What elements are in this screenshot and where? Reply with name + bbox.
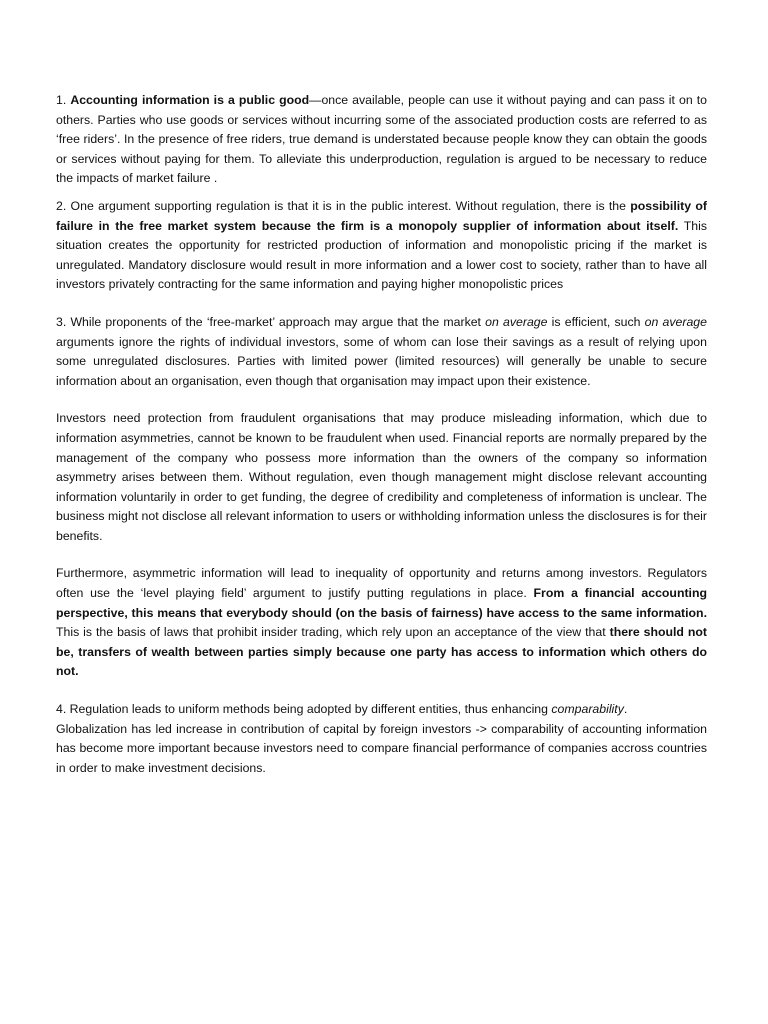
p1-bold: Accounting information is a public good [70,93,310,107]
p1-number: 1. [56,93,67,107]
p3-text-a: 3. While proponents of the ‘free-market’ approach may argue that the market [56,314,486,329]
p5-text-b: This is the basis of laws that prohibit insider trading, which rely upon an acceptance of the view that [56,625,610,640]
p1-text: —once available, people can use it without paying and can pass it on to others. Parties who use goods or services without incurring some of the associated production costs are referred to as ‘free riders’. In the presence of free riders, true demand is understated because people know they can obtain the goods or services without paying for them. To alleviate this underproduction, regulation is argued to be necessary to reduce the impacts of market failure . [56,93,707,186]
p3-text-c: arguments ignore the rights of individual investors, some of whom can lose their savings as a result of relying upon some unregulated disclosures. Parties with limited power (limited resources) will generally be unable to secure information about an organisation, even though that organisation may impact upon their existence. [56,334,707,388]
paragraph-asymmetric-information [56,564,707,682]
p3-text-b: is efficient, such [547,314,645,329]
p6-text-a: 4. Regulation leads to uniform methods being adopted by different entities, thus enhancing [56,702,552,717]
paragraph-public-good [56,91,707,189]
p4-text: Investors need protection from fraudulent organisations that may produce misleading information, which due to information asymmetries, cannot be known to be fraudulent when used. Financial reports are normally prepared by the management of the company who possess more information than the owners of the company so information asymmetry arises between them. Without regulation, even though management might disclose relevant accounting information voluntarily in order to get funding, the degree of credibility and completeness of information is unclear. The business might not disclose all relevant information to users or withholding information unless the disclosures is for their benefits. [56,411,707,543]
paragraph-free-market [56,313,707,391]
p5-text-a: Furthermore, asymmetric information will lead to inequality of opportunity and returns among investors. Regulators often use the ‘level playing field’ argument to justify putting regulations in place. [56,566,707,601]
p5-bold-2: there should not be, transfers of wealth between parties simply because one party has access to information which others do not. [56,625,708,679]
p2-text-b: This situation creates the opportunity for restricted production of information and monopolistic pricing if the market is unregulated. Mandatory disclosure would result in more information and a lower cost to society, rather than to have all investors privately contracting for the same information and paying higher monopolistic prices [56,218,707,292]
paragraph-investor-protection [56,409,707,546]
p6-italic: comparability [551,702,624,717]
p6-line2: Globalization has led increase in contribution of capital by foreign investors -> comparability of accounting information has become more important because investors need to compare financial performance of companies accross countries in order to make investment decisions. [56,721,707,775]
p2-text-a: 2. One argument supporting regulation is that it is in the public interest. Without regulation, there is the [56,198,631,213]
document-page [56,91,707,778]
p3-italic-2: on average [644,314,707,329]
paragraph-comparability [56,700,707,778]
paragraph-public-interest [56,197,707,295]
p3-italic-1: on average [485,314,548,329]
p6-text-b: . [623,702,628,717]
p2-bold: possibility of failure in the free market system because the firm is a monopoly supplier of information about itself. [56,198,707,233]
p5-bold-1: From a financial accounting perspective, this means that everybody should (on the basis of fairness) have access to the same information. [56,586,707,620]
